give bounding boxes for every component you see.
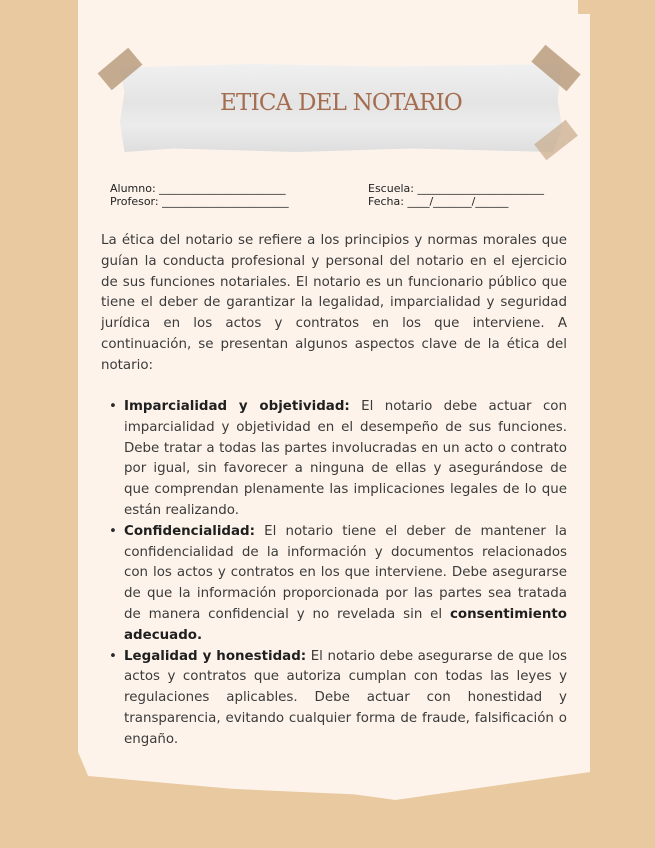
alumno-field[interactable]: Alumno: _______________________	[110, 182, 286, 195]
list-item	[101, 397, 567, 522]
escuela-field[interactable]: Escuela: _______________________	[368, 182, 544, 195]
point-text: El notario debe asegurarse de que los actos y contratos que autoriza cumplan con todas las leyes y regulaciones aplicables. Debe actuar con honestidad y transparencia, evitando cualquier forma de fraude, falsificación o engaño.	[124, 648, 567, 747]
point-text: El notario tiene el deber de mantener la confidencialidad de la información y documentos relacionados con los actos y contratos en los que interviene. Debe asegurarse de que la información proporcionada por las partes sea tratada de manera confidencial y no revelada sin el	[124, 523, 567, 622]
page-title: ETICA DEL NOTARIO	[220, 90, 462, 116]
point-emphasis: consentimiento adecuado.	[124, 606, 567, 643]
list-item	[101, 647, 567, 751]
intro-paragraph: La ética del notario se refiere a los principios y normas morales que guían la conducta profesional y personal del notario en el ejercicio de sus funciones notariales. El notario es un funcionario público que tiene el deber de garantizar la legalidad, imparcialidad y seguridad jurídica en los actos y contratos en los que interviene. A continuación, se presentan algunos aspectos clave de la ética del notario:	[101, 233, 567, 373]
point-heading: Confidencialidad:	[124, 523, 255, 539]
paper-torn-corner	[578, 0, 590, 14]
fecha-field[interactable]: Fecha: ____/_______/______	[368, 195, 509, 208]
key-aspects-list	[101, 397, 567, 751]
point-heading: Legalidad y honestidad:	[124, 648, 307, 664]
point-text: El notario debe actuar con imparcialidad y objetividad en el desempeño de sus funciones. Debe tratar a todas las partes involucradas en un acto o contrato por igual, sin favorecer a ninguna de ellas y asegurándose de que comprendan plenamente las implicaciones legales de lo que están realizando.	[124, 399, 567, 518]
list-item	[101, 522, 567, 647]
profesor-field[interactable]: Profesor: _______________________	[110, 195, 289, 208]
point-heading: Imparcialidad y objetividad:	[124, 399, 350, 414]
